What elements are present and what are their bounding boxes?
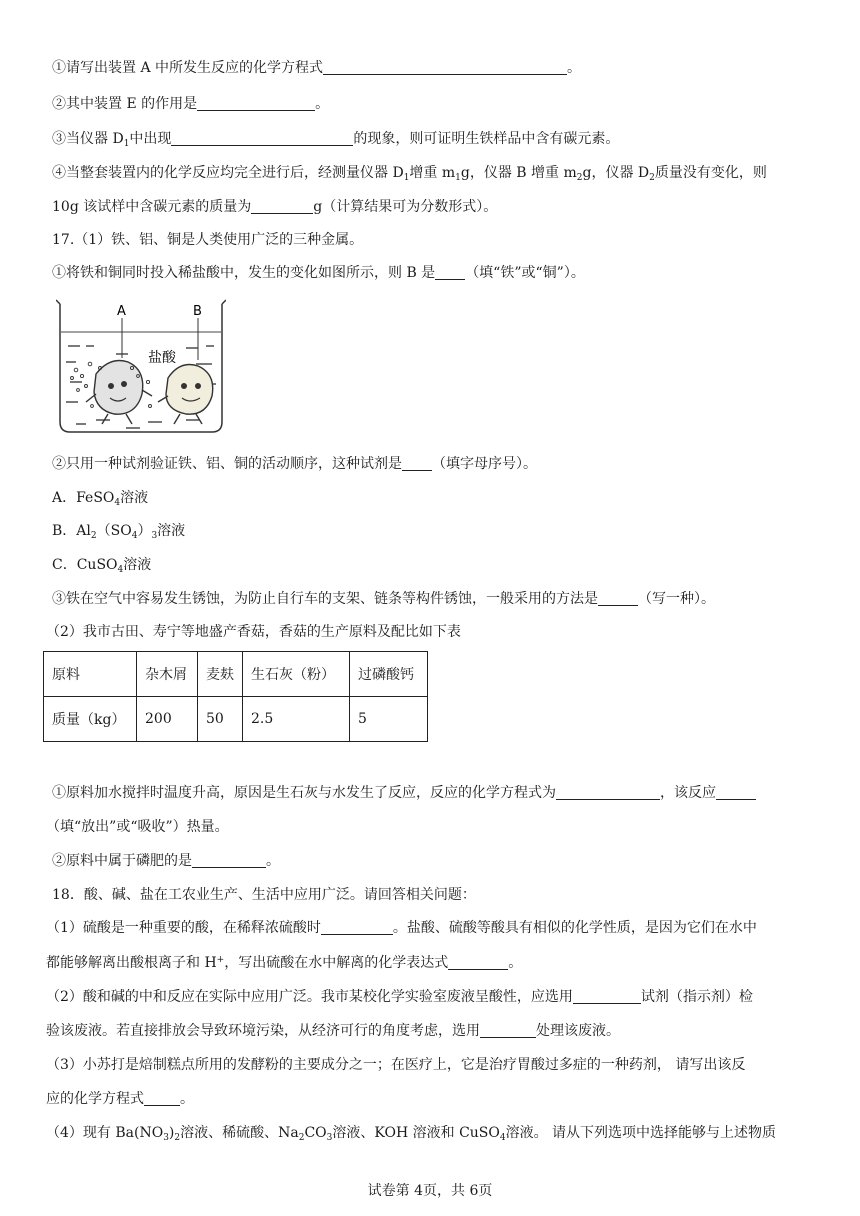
- page-footer: 试卷第 4页，共 6页: [367, 1183, 493, 1199]
- answer-blank[interactable]: [573, 987, 641, 1004]
- answer-blank[interactable]: [716, 783, 756, 800]
- answer-blank[interactable]: [402, 454, 432, 471]
- q17-part2-q1-cont: （填“放出”或“吸收”）热量。: [46, 819, 229, 835]
- table-cell: 过磷酸钙: [350, 652, 428, 697]
- table-cell: 50: [198, 697, 243, 742]
- answer-blank[interactable]: [197, 94, 315, 111]
- answer-blank[interactable]: [251, 197, 313, 214]
- answer-blank[interactable]: [144, 1089, 180, 1106]
- q17-part2-q1: ①原料加水搅拌时温度升高，原因是生石灰与水发生了反应，反应的化学方程式为 ，该反应: [52, 783, 756, 803]
- table-cell: 杂木屑: [137, 652, 198, 697]
- beaker-lip-left: [56, 300, 60, 304]
- table-header-row: [44, 652, 428, 697]
- metal-a-character: [86, 361, 152, 425]
- answer-blank[interactable]: [323, 58, 567, 75]
- q18-part1: （1）硫酸是一种重要的酸，在稀释浓硫酸时 。盐酸、硫酸等酸具有相似的化学性质，是因为它们在水中: [46, 920, 757, 936]
- q18-part1-cont: 都能够解离出酸根离子和 H+，写出硫酸在水中解离的化学表达式 。: [46, 955, 523, 971]
- ingredients-table: [43, 651, 428, 742]
- label-b: B: [193, 304, 202, 319]
- label-a: A: [117, 304, 126, 319]
- answer-blank[interactable]: [448, 953, 508, 970]
- table-cell: 麦麸: [198, 652, 243, 697]
- q16-line-1: ①请写出装置 A 中所发生反应的化学方程式 。: [52, 60, 582, 76]
- beaker-figure: [56, 298, 226, 438]
- answer-blank[interactable]: [556, 783, 660, 800]
- q18-part2-cont: 验该废液。若直接排放会导致环境污染，从经济可行的角度考虑，选用 处理该废液。: [46, 1023, 620, 1039]
- answer-blank[interactable]: [192, 851, 266, 868]
- answer-blank[interactable]: [321, 918, 393, 935]
- q17-part1-q1: ①将铁和铜同时投入稀盐酸中，发生的变化如图所示，则 B 是 （填“铁”或“铜”）。: [52, 265, 585, 281]
- q16-line-4: ④当整套装置内的化学反应均完全进行后，经测量仪器 $D_1$增重 $m_1g$，仪器 B 增重 $m_2g$，仪器 $D_2$质量没有变化，则: [52, 165, 767, 183]
- table-cell: 200: [137, 697, 198, 742]
- table-cell: 质量（kg）: [44, 697, 137, 742]
- q18-part4: （4）现有 $Ba(NO_3)_2$溶液、稀硫酸、$Na_2CO_3$溶液、KOH 溶液和 CuSO$_4$溶液。 请从下列选项中选择能够与上述物质: [46, 1125, 777, 1143]
- q17-part2-q2: ②原料中属于磷肥的是 。: [52, 853, 280, 869]
- q18-heading: 18．酸、碱、盐在工农业生产、生活中应用广泛。请回答相关问题：: [52, 887, 476, 903]
- beaker-lip-right: [222, 300, 226, 304]
- table-cell: 原料: [44, 652, 137, 697]
- table-cell: 生石灰（粉）: [243, 652, 350, 697]
- answer-blank[interactable]: [480, 1021, 536, 1038]
- q16-line-3: ③当仪器 $D_1$中出现 的现象，则可证明生铁样品中含有碳元素。: [52, 131, 620, 149]
- q17-part1-q3: ③铁在空气中容易发生锈蚀，为防止自行车的支架、链条等构件锈蚀，一般采用的方法是 （写一种）。: [52, 591, 715, 607]
- q18-part2: （2）酸和碱的中和反应在实际中应用广泛。我市某校化学实验室废液呈酸性，应选用 试剂（指示剂）检: [46, 989, 753, 1005]
- q16-line-2: ②其中装置 E 的作用是 。: [52, 96, 330, 112]
- answer-blank[interactable]: [598, 589, 638, 606]
- q17-part1-q2: ②只用一种试剂验证铁、铝、铜的活动顺序，这种试剂是 （填字母序号）。: [52, 456, 537, 472]
- answer-blank[interactable]: [435, 263, 465, 280]
- label-acid: 盐酸: [148, 350, 176, 366]
- option-a: A．FeSO$_4$溶液: [52, 490, 149, 508]
- table-row: [44, 697, 428, 742]
- option-b: B．$Al_2(SO_4)_3$溶液: [52, 523, 186, 541]
- answer-blank[interactable]: [171, 129, 353, 146]
- q17-part2-heading: （2）我市古田、寿宁等地盛产香菇，香菇的生产原料及配比如下表: [46, 624, 461, 640]
- q18-part3: （3）小苏打是焙制糕点所用的发酵粉的主要成分之一；在医疗上，它是治疗胃酸过多症的一种药剂， 请写出该反: [46, 1057, 746, 1073]
- metal-b-character: [158, 365, 213, 425]
- option-c: C．CuSO$_4$溶液: [52, 557, 152, 575]
- q17-heading: 17.（1）铁、铝、铜是人类使用广泛的三种金属。: [52, 232, 364, 248]
- table-cell: 2.5: [243, 697, 350, 742]
- q18-part3-cont: 应的化学方程式 。: [46, 1091, 194, 1107]
- q16-line-5: 10g 该试样中含碳元素的质量为 g（计算结果可为分数形式）。: [52, 199, 498, 215]
- table-cell: 5: [350, 697, 428, 742]
